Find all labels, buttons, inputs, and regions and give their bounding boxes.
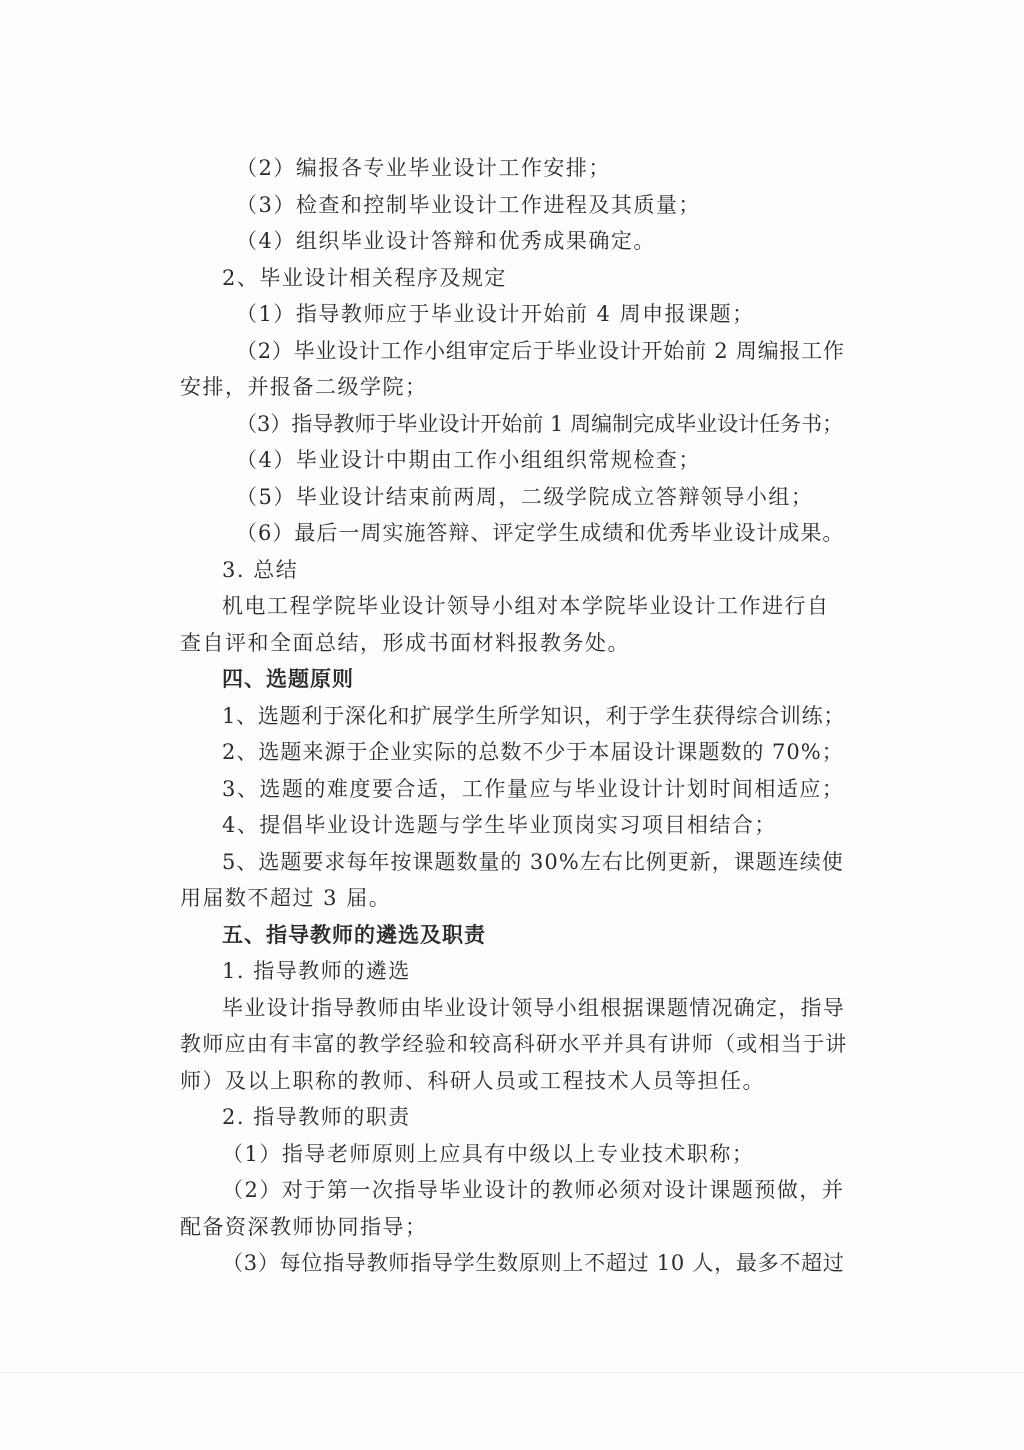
text-line: 1、选题利于深化和扩展学生所学知识，利于学生获得综合训练； bbox=[222, 703, 846, 728]
text-line: 用届数不超过 3 届。 bbox=[180, 886, 392, 910]
text-line: 1. 指导教师的遴选 bbox=[222, 959, 411, 983]
scan-artifact-line bbox=[0, 1372, 1024, 1373]
section-heading: 四、选题原则 bbox=[222, 667, 354, 691]
text-line: 机电工程学院毕业设计领导小组对本学院毕业设计工作进行自 bbox=[222, 594, 830, 618]
text-line: （3）每位指导教师指导学生数原则上不超过 10 人，最多不超过 bbox=[222, 1251, 845, 1275]
text-line: 3. 总结 bbox=[222, 557, 299, 582]
text-line: （1）指导教师应于毕业设计开始前 4 周申报课题； bbox=[236, 302, 755, 326]
text-line: （2）编报各专业毕业设计工作安排； bbox=[236, 156, 611, 180]
text-line: 2、毕业设计相关程序及规定 bbox=[222, 265, 507, 290]
text-line: （4）组织毕业设计答辩和优秀成果确定。 bbox=[236, 229, 656, 253]
text-line: （5）毕业设计结束前两周，二级学院成立答辩领导小组； bbox=[236, 484, 814, 509]
text-line: （3）指导教师于毕业设计开始前 1 周编制完成毕业设计任务书； bbox=[236, 411, 844, 436]
text-line: （4）毕业设计中期由工作小组组织常规检查； bbox=[236, 448, 701, 472]
section-heading: 五、指导教师的遴选及职责 bbox=[222, 922, 486, 947]
text-line: 毕业设计指导教师由毕业设计领导小组根据课题情况确定，指导 bbox=[222, 995, 845, 1020]
text-line: 配备资深教师协同指导； bbox=[180, 1214, 428, 1239]
text-line: （2）毕业设计工作小组审定后于毕业设计开始前 2 周编报工作 bbox=[236, 338, 845, 363]
text-line: 2. 指导教师的职责 bbox=[222, 1105, 411, 1129]
text-line: 安排，并报备二级学院； bbox=[180, 375, 428, 399]
document-body bbox=[180, 150, 850, 1282]
text-line: 3、选题的难度要合适，工作量应与毕业设计计划时间相适应； bbox=[222, 776, 845, 801]
text-line: （2）对于第一次指导毕业设计的教师必须对设计课题预做，并 bbox=[222, 1178, 845, 1202]
text-line: 教师应由有丰富的教学经验和较高科研水平并具有讲师（或相当于讲 bbox=[180, 1032, 848, 1056]
text-line: 2、选题来源于企业实际的总数不少于本届设计课题数的 70%； bbox=[222, 740, 844, 764]
text-line: 5、选题要求每年按课题数量的 30%左右比例更新，课题连续使 bbox=[222, 849, 844, 874]
text-line: 4、提倡毕业设计选题与学生毕业顶岗实习项目相结合； bbox=[222, 813, 777, 837]
text-line: 师）及以上职称的教师、科研人员或工程技术人员等担任。 bbox=[180, 1068, 765, 1093]
text-line: （6）最后一周实施答辩、评定学生成绩和优秀毕业设计成果。 bbox=[236, 521, 845, 545]
text-line: （1）指导老师原则上应具有中级以上专业技术职称； bbox=[222, 1141, 755, 1166]
text-line: 查自评和全面总结，形成书面材料报教务处。 bbox=[180, 630, 630, 655]
text-line: （3）检查和控制毕业设计工作进程及其质量； bbox=[236, 192, 701, 217]
